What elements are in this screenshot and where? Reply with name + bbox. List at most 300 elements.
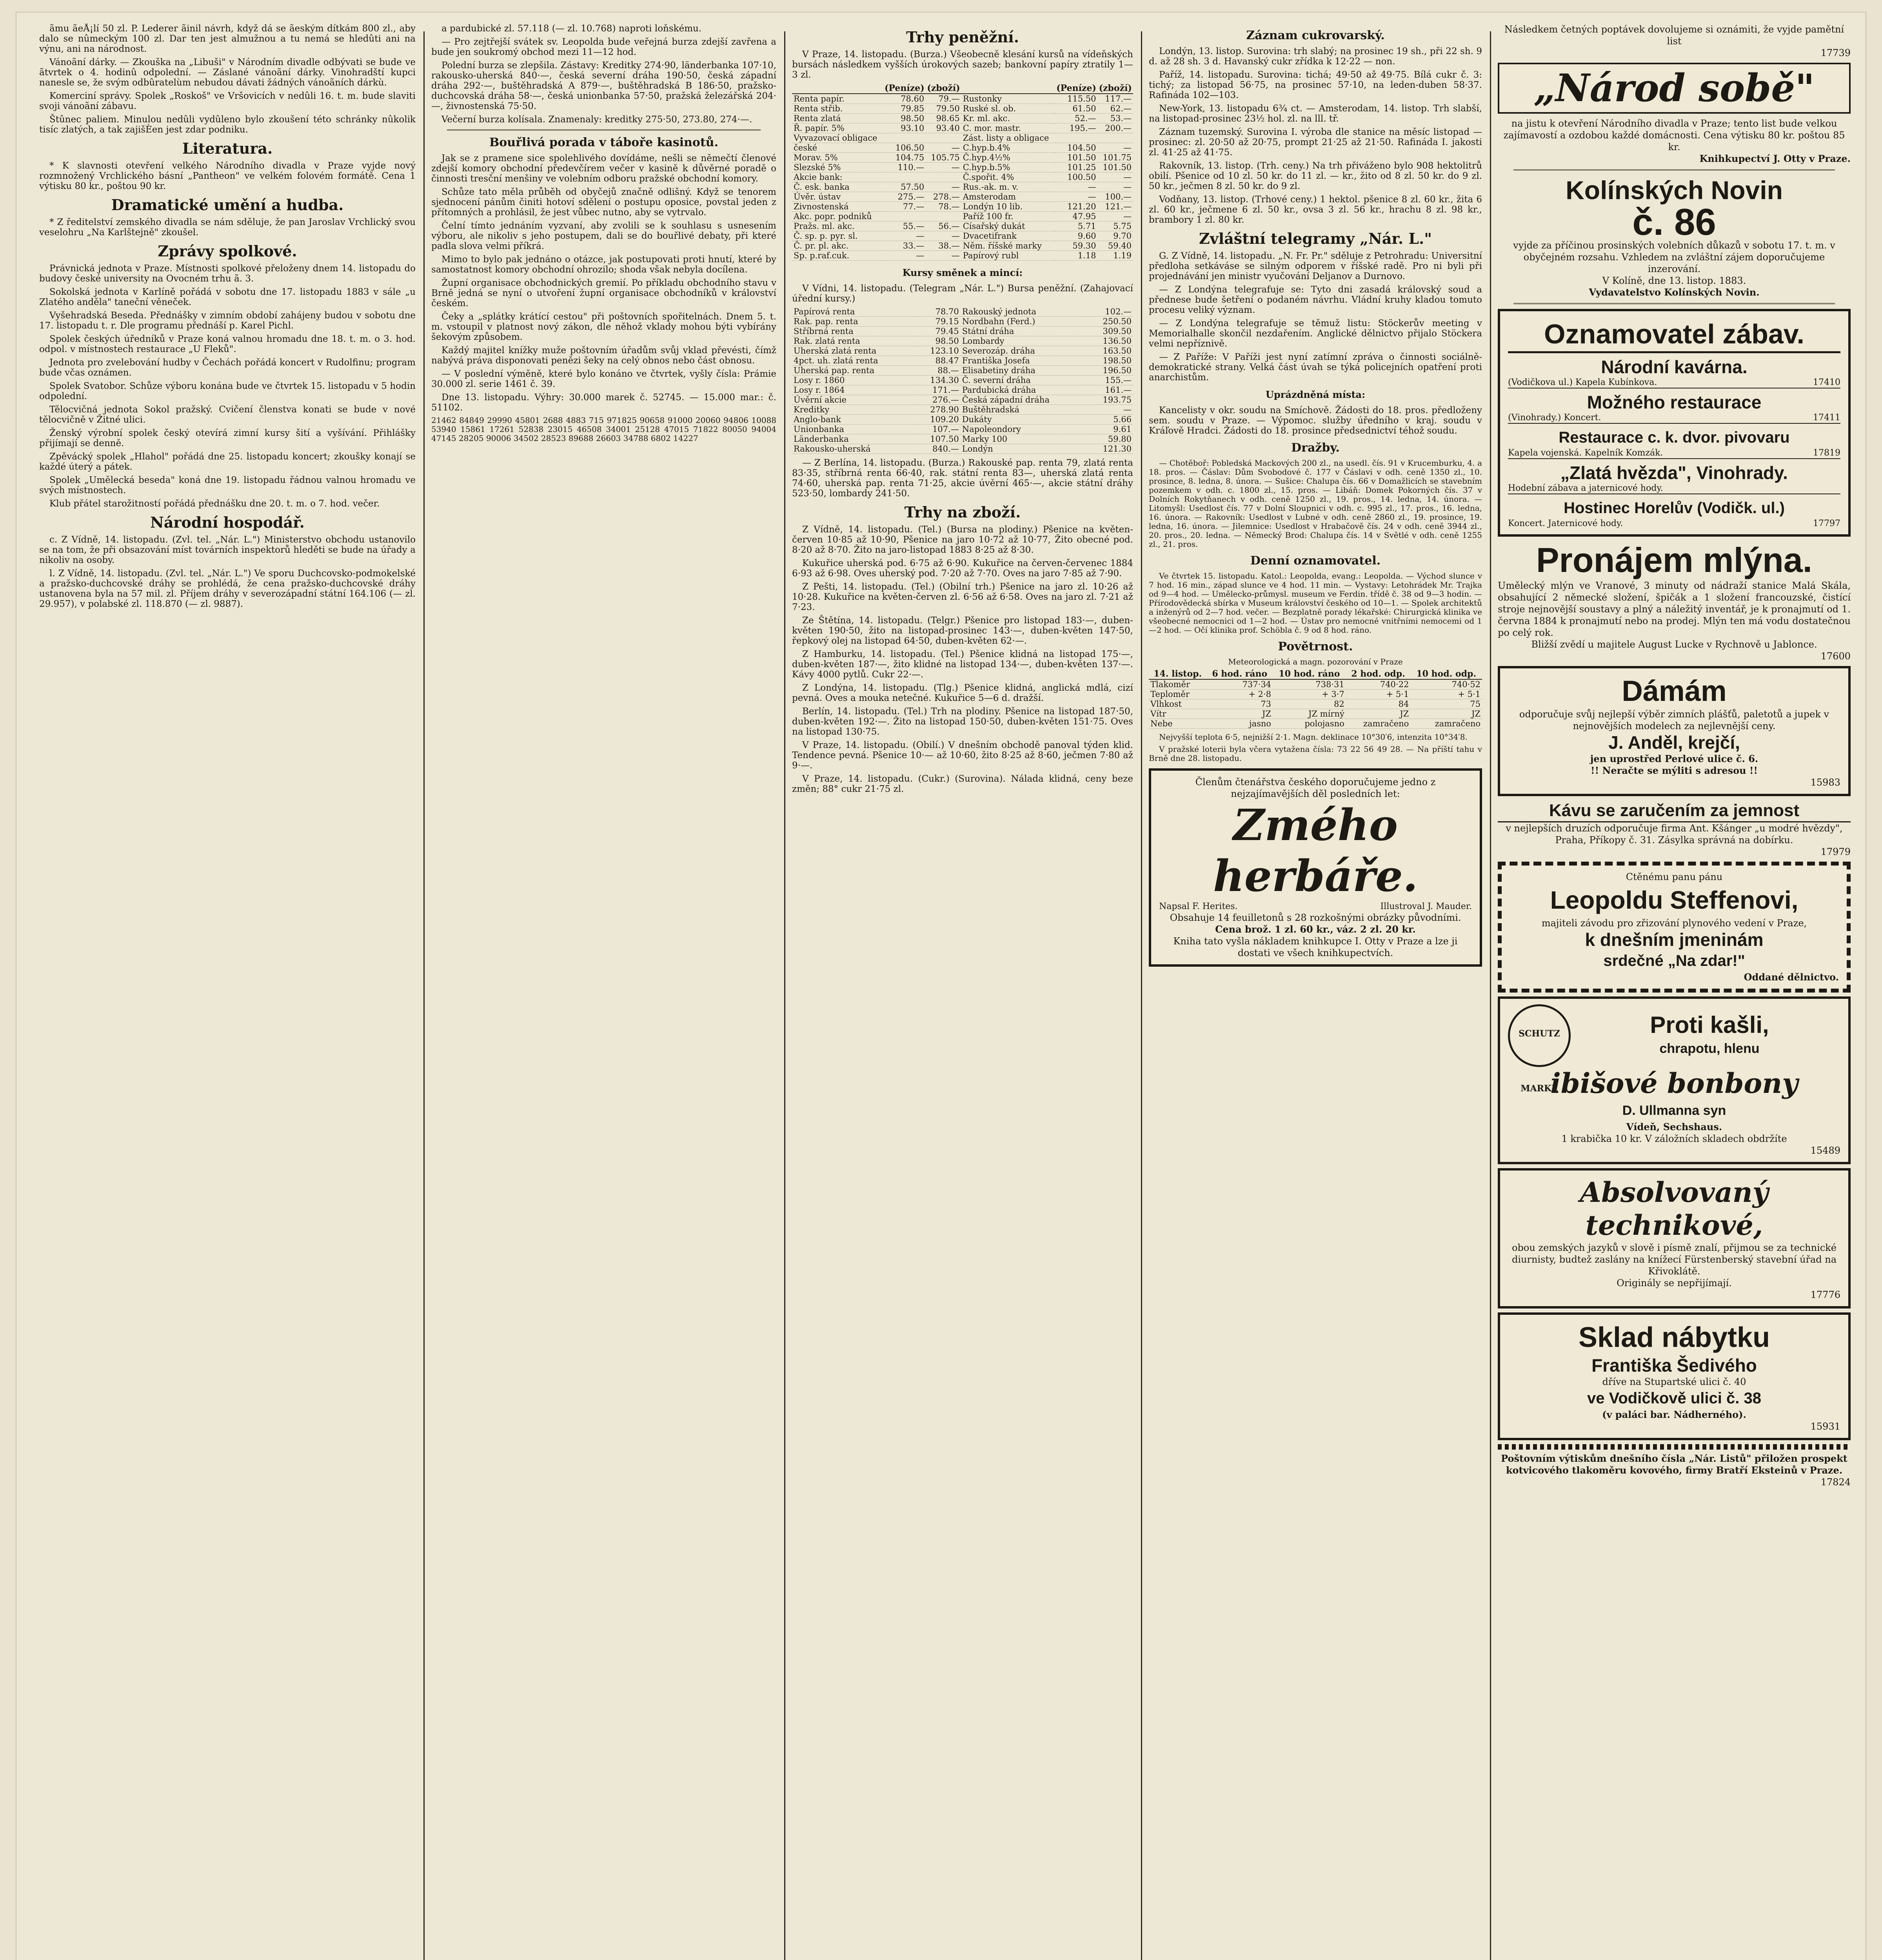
paragraph: l. Z Vídně, 14. listopadu. (Zvl. tel. „Nár. L.") Ve sporu Duchcovsko-podmokelské a pražsko-duchcovské dráhy se prohlédá, že cena pražsko-duchcovské dráhy ustanovena byla na 57 mil. zl. Příjem dráhy v severozápadní státní 164.106 (— zl. 29.957), v polabské zl. 118.870 (— zl. 9887). [39, 568, 416, 609]
ad-text: dříve na Stupartské ulici č. 40 [1602, 1376, 1746, 1387]
ad-maker: D. Ullmanna syn [1622, 1103, 1726, 1118]
divider [447, 129, 761, 131]
table-cell: 73 [1206, 699, 1273, 709]
quotes-table-vienna [792, 307, 1133, 454]
column-2 [431, 24, 776, 1960]
ad-text: srdečné „Na zdar!" [1603, 952, 1745, 969]
venue-item [1508, 356, 1840, 388]
ad-sklad-nabytku [1498, 1312, 1851, 1440]
table-cell: + 5·1 [1410, 690, 1482, 699]
table-header: (zboží) [1097, 83, 1133, 94]
ad-text: Kniha tato vyšla nákladem knihkupce I. Otty v Praze a lze ji dostati ve všech knihkupectvích. [1173, 936, 1458, 958]
table-header: (Peníze) [1055, 83, 1098, 94]
venue-item [1508, 462, 1840, 494]
table-cell: 121.— [1097, 202, 1133, 212]
column-rule [423, 31, 425, 1960]
table-cell: Unionbanka [792, 425, 916, 434]
ad-issue: č. 86 [1632, 201, 1716, 243]
table-cell: Zást. listy a obligace [961, 133, 1055, 143]
heading-drazby: Dražby. [1291, 441, 1340, 455]
ad-number: 15489 [1810, 1145, 1840, 1156]
table-cell: Státní dráha [961, 327, 1088, 336]
table-cell: 102.— [1088, 307, 1133, 317]
table-cell: 106.50 [883, 143, 926, 153]
ad-author: Napsal F. Herites. [1159, 902, 1238, 911]
table-cell: 107.— [916, 425, 961, 434]
paragraph: G. Z Vídně, 14. listopadu. „N. Fr. Pr." sděluje z Petrohradu: Universitní předloha setkáváse se silným odporem v říšské radě. Pro ni byli při projednávání jen ministr vyučování Deljanov a Durnovo. [1149, 251, 1482, 281]
section-heading-telegramy: Zvláštní telegramy „Nár. L." [1199, 230, 1432, 247]
section-heading-literatura: Literatura. [182, 140, 273, 157]
ad-pronajem-mlyna [1498, 541, 1851, 662]
table-cell [926, 212, 961, 221]
ad-number: 17411 [1813, 413, 1840, 423]
table-cell: 100.50 [1055, 172, 1098, 182]
table-cell: 101.25 [1055, 163, 1098, 172]
section-heading-trhy: Trhy peněžní. [906, 28, 1019, 46]
table-cell: 98.50 [883, 114, 926, 123]
table-cell: 93.40 [926, 123, 961, 133]
table-cell: 5.71 [1055, 221, 1098, 231]
table-cell: Nebe [1149, 719, 1206, 729]
paragraph: Mimo to bylo pak jednáno o otázce, jak postupovati proti hnutí, které by samostatnost komory obchodní ohrozilo; shoda však nebyla docílena. [431, 254, 776, 275]
table-cell: Severozáp. dráha [961, 346, 1088, 356]
table-cell: Uherská pap. renta [792, 366, 916, 376]
table-cell: 115.50 [1055, 94, 1098, 104]
table-cell: 78.— [926, 202, 961, 212]
table-cell: — [1097, 143, 1133, 153]
table-cell: + 3·7 [1273, 690, 1346, 699]
paragraph: Právnická jednota v Praze. Místnosti spolkové přeloženy dnem 14. listopadu do budovy české university na Ovocném trhu ã. 3. [39, 263, 416, 284]
table-cell: Vlhkost [1149, 699, 1206, 709]
paragraph: Z Pešti, 14. listopadu. (Tel.) (Obilní trh.) Pšenice na jaro zl. 10·26 až 10·28. Kukuřice na květen-červen zl. 6·56 až 6·58. Oves na jaro zl. 7·21 až 7·23. [792, 582, 1133, 612]
table-cell: 740·52 [1410, 679, 1482, 690]
table-cell: zamračeno [1346, 719, 1411, 729]
table-cell: Slezské 5% [792, 163, 883, 172]
table-cell: Elisabetiny dráha [961, 366, 1088, 376]
table-cell: 104.75 [883, 153, 926, 163]
paragraph: c. Z Vídně, 14. listopadu. (Zvl. tel. „Nár. L.") Ministerstvo obchodu ustanovilo se na tom, že při obsazování míst továrních inspektorů hleděti se bude na úřady a nikoliv na osoby. [39, 535, 416, 565]
table-cell: 88.— [916, 366, 961, 376]
table-cell: 9.60 [1055, 231, 1098, 241]
table-row [792, 415, 1133, 425]
ad-title: Zmého herbáře. [1213, 800, 1418, 901]
table-cell: Renta střib. [792, 104, 883, 114]
table-cell: Rak. pap. renta [792, 317, 916, 327]
table-row [792, 327, 1133, 336]
ad-number: 17776 [1810, 1289, 1840, 1300]
venue-desc: Koncert. Jaternicové hody. [1508, 519, 1623, 528]
table-cell: — [926, 251, 961, 261]
paragraph: Kukuřice uherská pod. 6·75 až 6·90. Kukuřice na červen-červenec 1884 6·93 až 6·98. Oves uherský pod. 7·20 až 7·70. Oves na jaro 7·85 až 7·90. [792, 558, 1133, 579]
ad-text: odporučuje svůj nejlepší výběr zimních plášťů, paletotů a jupek v nejnovějších modelech za nejlevnější ceny. [1519, 709, 1829, 731]
table-cell: Č. pr. pl. akc. [792, 241, 883, 251]
paragraph: Jednota pro zvelebování hudby v Čechách pořádá koncert v Rudolfinu; program bude včas oznámen. [39, 358, 416, 378]
table-cell: Anglo-bank [792, 415, 916, 425]
ad-number: 15931 [1810, 1421, 1840, 1432]
ad-absolvovani-technikove [1498, 1168, 1851, 1308]
paragraph: Z Londýna, 14. listopadu. (Tlg.) Pšenice klidná, anglická mdlá, cizí pevná. Oves a mouka netečné. Kukuřice 5—6 d. dražší. [792, 683, 1133, 703]
table-cell: 195.— [1055, 123, 1098, 133]
table-cell: 77.— [883, 202, 926, 212]
table-cell: 193.75 [1088, 395, 1133, 405]
table-cell: 840.— [916, 444, 961, 454]
ad-narod-sobe [1498, 24, 1851, 165]
table-cell: Länderbanka [792, 434, 916, 444]
table-cell: C.hyp.b.5% [961, 163, 1055, 172]
paragraph: Kancelisty v okr. soudu na Smíchově. Žádosti do 18. pros. předloženy sem. soudu v Praze. — Výpomoc. služby úředního v kraj. soudu v Kráľově Hradci. Žádosti do 18. prosince předsednictví téhož soudu. [1149, 405, 1482, 436]
heading-zaznam: Záznam cukrovarský. [1246, 29, 1385, 42]
table-cell: — [883, 251, 926, 261]
table-cell: 198.50 [1088, 356, 1133, 366]
table-cell: 105.75 [926, 153, 961, 163]
ad-title: „Národ sobě" [1533, 66, 1815, 110]
ad-title-box [1498, 63, 1851, 114]
column-4 [1149, 24, 1482, 1960]
section-heading-hospodar: Národní hospodář. [150, 514, 305, 531]
paragraph: Čeky a „splátky krátící cestou" při poštovních spořitelnách. Dnem 5. t. m. vstoupil v platnost nový zákon, dle něhož vklady mohou býti vybírány šekovým způsobem. [431, 312, 776, 342]
table-row [792, 114, 1133, 123]
table-cell: 737·34 [1206, 679, 1273, 690]
table-cell: 309.50 [1088, 327, 1133, 336]
table-cell: — [1055, 192, 1098, 202]
column-rule [1141, 31, 1142, 1960]
table-cell: 55.— [883, 221, 926, 231]
table-row [792, 133, 1133, 143]
ad-publisher: Knihkupectví J. Otty v Praze. [1699, 153, 1851, 164]
table-cell: Kreditky [792, 405, 916, 415]
table-cell: 101.50 [1097, 163, 1133, 172]
weather-subtitle: Meteorologická a magn. pozorování v Praze [1228, 657, 1403, 666]
venue-desc: (Vodičkova ul.) Kapela Kubínkova. [1508, 377, 1657, 387]
table-cell: 75 [1410, 699, 1482, 709]
table-cell: JZ mírný [1273, 709, 1346, 719]
paragraph: Dne 13. listopadu. Výhry: 30.000 marek č. 52745. — 15.000 mar.: č. 51102. [431, 392, 776, 413]
table-cell: 101.75 [1097, 153, 1133, 163]
ad-product: ibišové bonbony [1550, 1067, 1798, 1100]
table-cell: 79.85 [883, 104, 926, 114]
table-row [792, 366, 1133, 376]
table-cell: Česká západní dráha [961, 395, 1088, 405]
table-cell: 278.— [926, 192, 961, 202]
table-cell: 1.19 [1097, 251, 1133, 261]
ad-text: 1 krabička 10 kr. V záložních skladech obdržíte [1561, 1133, 1787, 1144]
ad-text: obou zemských jazyků v slově i písmě znalí, přijmou se za technické diurnisty, budtež zaslány na knížecí Fürstenberský stavební úřad na Křivoklátě. [1512, 1242, 1837, 1277]
table-row [792, 356, 1133, 366]
table-cell: 171.— [916, 385, 961, 395]
table-header: 2 hod. odp. [1346, 669, 1411, 679]
table-row [792, 336, 1133, 346]
table-row [792, 307, 1133, 317]
table-cell: Úvěr. ústav [792, 192, 883, 202]
heading-povetrnost: Povětrnost. [1278, 640, 1353, 653]
table-cell: Marky 100 [961, 434, 1088, 444]
table-cell: 47.95 [1055, 212, 1098, 221]
ad-price: Cena brož. 1 zl. 60 kr., váz. 2 zl. 20 kr. [1215, 924, 1416, 935]
ad-number: 17819 [1813, 448, 1840, 458]
ad-note: Originály se nepřijímají. [1617, 1278, 1732, 1289]
paragraph: Spolek Svatobor. Schůze výboru konána bude ve čtvrtek 15. listopadu v 5 hodin odpolední. [39, 381, 416, 401]
table-row [792, 434, 1133, 444]
table-cell: 196.50 [1088, 366, 1133, 376]
ad-name: Františka Šedivého [1591, 1355, 1757, 1376]
column-1 [39, 24, 416, 1960]
venue-item [1508, 427, 1840, 459]
column-rule [1490, 31, 1491, 1960]
table-cell: 161.— [1088, 385, 1133, 395]
table-cell: Teploměr [1149, 690, 1206, 699]
paragraph: Večerní burza kolísala. Znamenaly: kreditky 275·50, 273.80, 274·—. [441, 114, 752, 125]
table-cell: zamračeno [1410, 719, 1482, 729]
table-row [792, 231, 1133, 241]
paragraph: Župní organisace obchodnických gremií. Po příkladu obchodního stavu v Brně jedná se nyní o utvoření župní organisace obchodníků v království českém. [431, 278, 776, 309]
table-cell: Tlakoměr [1149, 679, 1206, 690]
ad-title: Proti kašli, [1650, 1012, 1769, 1038]
table-cell: Papírový rubl [961, 251, 1055, 261]
paragraph: Jak se z pramene sice spolehlivého dovídáme, nešli se němečtí členové zdejší komory obchodní předevčírem večer v kasině k důvěrné poradě o činnosti tresční menšiny ve volebním odboru pražské obchodní komory. [431, 153, 776, 184]
table-cell: 250.50 [1088, 317, 1133, 327]
table-cell: 275.— [883, 192, 926, 202]
table-cell: 84 [1346, 699, 1411, 709]
table-cell: 5.66 [1088, 415, 1133, 425]
ad-name: Leopoldu Steffenovi, [1550, 886, 1798, 914]
ad-text: Následkem četných poptávek dovolujeme si oznámiti, že vyjde pamětní list [1504, 24, 1844, 47]
table-cell: Úvěrní akcie [792, 395, 916, 405]
table-cell: 123.10 [916, 346, 961, 356]
table-cell [883, 133, 926, 143]
paragraph: Spolek „Umělecká beseda" koná dne 19. listopadu řádnou valnou hromadu ve svých místnostech. [39, 475, 416, 495]
table-cell: Losy r. 1860 [792, 376, 916, 385]
table-cell [883, 172, 926, 182]
table-cell: 56.— [926, 221, 961, 231]
ad-address: jen uprostřed Perlové ulice č. 6. [1590, 753, 1758, 764]
table-cell: — [926, 143, 961, 153]
table-cell: 88.47 [916, 356, 961, 366]
table-cell: 110.— [883, 163, 926, 172]
table-cell: 82 [1273, 699, 1346, 709]
table-row [1149, 699, 1482, 709]
ad-number: 17824 [1820, 1477, 1851, 1488]
paragraph: ãmu ãeÅ¡lí 50 zl. P. Lederer ãinil návrh, když dá se ãeským dítkám 800 zl., aby dalo se nûmeckým 100 zl. Dar ten jest almužnou a tu nemá se hledûti ani na výnu, ani na národnost. [39, 24, 416, 54]
paragraph: Schůze tato měla průběh od obyčejů značně odlišný. Když se tenorem sjednocení pánům činiti hotoví sdělení o postupu oposice, povstal jeden z přítomných a prohlásil, že jest vůbec nutno, aby se vytrvalo. [431, 187, 776, 218]
table-cell: 100.— [1097, 192, 1133, 202]
ad-text: Umělecký mlýn ve Vranové, 3 minuty od nádraží stanice Malá Skála, obsahující 2 německé složení, špičák a 1 složení francouzské, čistící stroje nejnovější soustavy a plný a náležitý inventář, je k pronajmutí od 1. června 1884 k pronajmutí nebo na prodej. Mlýn ten má vodu dostatečnou po celý rok. [1498, 580, 1851, 638]
table-cell: — [1097, 172, 1133, 182]
venue-item [1508, 392, 1840, 424]
ad-number: 17979 [1820, 846, 1851, 857]
divider [1513, 303, 1835, 304]
ad-date: V Kolíně, dne 13. listop. 1883. [1602, 275, 1746, 286]
table-cell: 93.10 [883, 123, 926, 133]
paragraph: Vánoãní dárky. — Zkouška na „Libuši" v Národním divadle odbývati se bude ve ãtvrtek o 4. hodinû odpolední. — Záslané vánoãní dárky. Vinohradští kupci nanesle se, že svým odbûratelùm nebudou dávati žádných vánoãních dárkù. [39, 57, 416, 88]
table-cell: Něm. říšské marky [961, 241, 1055, 251]
paragraph: — Z Paříže: V Paříži jest nyní zatímní zpráva o činnosti sociálně-demokratické strany. Velká část úvah se týká policejních opatření proti anarchistům. [1149, 352, 1482, 383]
paragraph: V Praze, 14. listopadu. (Cukr.) (Surovina). Nálada klidná, ceny beze změn; 88° cukr 21·75 zl. [792, 774, 1133, 794]
footer-notice: Poštovním výtiskům dnešního čísla „Nár. Listů" přiložen prospekt kotvicového tlakoměru kovového, firmy Bratří Eksteinů v Praze. [1501, 1453, 1847, 1476]
ad-number: 17410 [1813, 377, 1840, 387]
column-3 [792, 24, 1133, 1960]
table-cell: Papírová renta [792, 307, 916, 317]
ad-ibisove-bonbony [1498, 996, 1851, 1164]
column-5-ads [1498, 24, 1851, 1960]
table-cell: Zivnostenská [792, 202, 883, 212]
venue-name: Možného restaurace [1587, 392, 1762, 412]
newspaper-page [16, 12, 1866, 1960]
table-cell: Č. esk. banka [792, 182, 883, 192]
paragraph: V Praze, 14. listopadu. (Burza.) Všeobecně klesání kursů na vídeňských bursách následkem vyšších úrokových sazeb; bankovní papíry ztratily 1—3 zl. [792, 49, 1133, 80]
table-cell: Londýn [961, 444, 1088, 454]
table-cell: Losy r. 1864 [792, 385, 916, 395]
heading-oznamovatel: Denní oznamovatel. [1250, 554, 1381, 568]
table-row [792, 317, 1133, 327]
table-cell: Paříž 100 fr. [961, 212, 1055, 221]
ad-number: 15983 [1810, 777, 1840, 788]
table-cell: Uherská zlatá renta [792, 346, 916, 356]
table-cell: 59.40 [1097, 241, 1133, 251]
table-cell: C. mor. mastr. [961, 123, 1055, 133]
paragraph: — Z Londýna telegrafuje se: Tyto dni zasadá královský soud a přednese bude šetření o podaném návrhu. Vládní kruhy kladou tomuto procesu veliký význam. [1149, 285, 1482, 315]
table-cell: Pardubická dráha [961, 385, 1088, 395]
table-cell: 79.50 [926, 104, 961, 114]
ad-text: na jistu k otevření Národního divadla v Praze; tento list bude velkou zajímavostí a ozdobou každé domácnosti. Cena výtisku 80 kr. poštou 85 kr. [1503, 118, 1845, 152]
table-cell: polojasno [1273, 719, 1346, 729]
table-row [792, 376, 1133, 385]
table-cell: 121.30 [1088, 444, 1133, 454]
table-cell: 200.— [1097, 123, 1133, 133]
paragraph: Spolek českých úředníků v Praze koná valnou hromadu dne 18. t. m. o 3. hod. odpol. v místnostech restaurace „U Fleků". [39, 334, 416, 354]
ad-title: Pronájem mlýna. [1536, 541, 1813, 579]
table-cell: — [926, 231, 961, 241]
table-row [792, 172, 1133, 182]
paragraph: * K slavnosti otevření velkého Národního divadla v Praze vyjde nový rozmnožený Vrchlického básní „Pantheon" ve velkém folovém formátě. Cena 1 výtisku 80 kr., poštou 90 kr. [39, 161, 416, 191]
table-row [792, 163, 1133, 172]
venue-name: „Zlatá hvězda", Vinohrady. [1560, 463, 1788, 483]
ad-title: Kolínských Novin [1566, 176, 1783, 205]
table-row [792, 241, 1133, 251]
paragraph: Štûnec paliem. Minulou nedûli vydûleno bylo zkoušení této schránky nûkolik tisíc zlatých, a tak zajišÈen jest zdar podniku. [39, 114, 416, 135]
ad-kava [1498, 800, 1851, 858]
paragraph: Vodňany, 13. listop. (Trhové ceny.) 1 hektol. pšenice 8 zl. 60 kr., žita 6 zl. 60 kr., ječmene 6 zl. 50 kr., ovsa 3 zl. 56 kr., hrachu 8 zl. 98 kr., brambory 1 zl. 80 kr. [1149, 194, 1482, 225]
paragraph: — Chotěboř: Pobledská Mackových 200 zl., na usedl. čís. 91 v Krucemburku, 4. a 18. pros. — Čáslav: Dům Svobodové č. 177 v Čáslavi v odh. ceně 1350 zl., 10. prosince, 8. ledna, 8. února. — Sušice: Chalupa čís. 66 v Domažlicích se stavebním pozemkem v odh. c. 1800 zl., 15. pros. — Libáň: Domek Pokorných čís. 37 v Dolních Rokytňanech v odh. ceně 1250 zl., 19. pros., 14. ledna, 14. února. — Litomyšl: Usedlost čís. 77 v Dolní Sloupnici v odh. c. 995 zl., 17. pros., 16. ledna, 16. února. — Rakovník: Usedlost v Lubné v odh. ceně 2860 zl., 19. prosince, 19. ledna, 16. února. — Jilemnice: Usedlost v Hrabačově čís. 24 v odh. ceně 3944 zl., 20. pros., 20. ledna. — Německý Brod: Chalupa čís. 14 v Světlé v odh. ceně 1255 zl., 21. pros. [1149, 458, 1482, 549]
table-row [792, 104, 1133, 114]
table-cell: 78.60 [883, 94, 926, 104]
table-row [1149, 679, 1482, 690]
table-cell: 52.— [1055, 114, 1098, 123]
table-cell: Ř. papír. 5% [792, 123, 883, 133]
table-cell: 98.50 [916, 336, 961, 346]
paragraph: V Vídni, 14. listopadu. (Telegram „Nár. L.") Bursa peněžní. (Zahajovací úřední kursy.) [792, 283, 1133, 304]
table-cell: 38.— [926, 241, 961, 251]
paragraph: Vyšehradská Beseda. Přednášky v zimním období zahájeny budou v sobotu dne 17. listopadu t. r. Dle programu přednáší p. Karel Pichl. [39, 310, 416, 331]
table-cell: 53.— [1097, 114, 1133, 123]
table-cell: Vyvazovací obligace [792, 133, 883, 143]
table-cell: + 2·8 [1206, 690, 1273, 699]
table-cell: Č. severní dráha [961, 376, 1088, 385]
ad-title: Absolvovaný technikové, [1580, 1176, 1769, 1241]
table-cell: Rakousko-uherská [792, 444, 916, 454]
table-cell: JZ [1410, 709, 1482, 719]
table-cell [1097, 133, 1133, 143]
table-cell: české [792, 143, 883, 153]
table-cell: Dvacetifrank [961, 231, 1055, 241]
table-cell: 59.30 [1055, 241, 1098, 251]
ad-kolinskych-novin [1498, 175, 1851, 298]
table-cell: 79.— [926, 94, 961, 104]
paragraph: Z Hamburku, 14. listopadu. (Tel.) Pšenice klidná na listopad 175·—, duben-květen 187·—, žito klidné na listopad 134·—, duben-květen 137·—. Kávy 4000 pytlů. Cukr 22·—. [792, 649, 1133, 680]
paragraph: Ženský výrobní spolek český otevírá zimní kursy šití a vyšívání. Přihlášky přijímají se denně. [39, 428, 416, 448]
table-cell: Akc. popr. podniků [792, 212, 883, 221]
paragraph: Londýn, 13. listop. Surovina: trh slabý; na prosinec 19 sh., při 22 sh. 9 d. až 28 sh. 3 d. Havanský cukr zřídka k 12·22 — non. [1149, 46, 1482, 67]
table-cell: Č.hyp.4½% [961, 153, 1055, 163]
table-cell: — [883, 231, 926, 241]
table-cell: 57.50 [883, 182, 926, 192]
subheading-kursy: Kursy směnek a mincí: [902, 267, 1023, 278]
paragraph: V Praze, 14. listopadu. (Obilí.) V dnešním obchodě panoval týden klid. Tendence pevná. Pšenice 10·— až 10·60, žito 8·25 až 8·60, ječmen 7·80 až 9·—. [792, 740, 1133, 771]
paragraph: New-York, 13. listopadu 6¾ ct. — Amsterodam, 14. listop. Trh slabší, na listopad-prosinec 23½ hol. zl. na lll. tř. [1149, 103, 1482, 124]
venue-name: Hostinec Horelův (Vodičk. ul.) [1564, 499, 1785, 517]
table-cell: 61.50 [1055, 104, 1098, 114]
table-row [792, 251, 1133, 261]
ad-number: 17797 [1813, 519, 1840, 528]
table-header: 10 hod. ráno [1273, 669, 1346, 679]
table-row [792, 385, 1133, 395]
table-cell: 9.61 [1088, 425, 1133, 434]
paragraph: — Pro zejtřejší svátek sv. Leopolda bude veřejná burza zdejší zavřena a bude jen soukromý obchod mezi 11—12 hod. [431, 37, 776, 57]
section-heading-spolkove: Zprávy spolkové. [158, 242, 297, 260]
venue-name: Restaurace c. k. dvor. pivovaru [1559, 429, 1790, 446]
paragraph: Z Vídně, 14. listopadu. (Tel.) (Bursa na plodiny.) Pšenice na květen-červen 10·85 až 10·90, Pšenice na jaro 10·72 až 10·77, Žito obecné pod. 8·20 až 8·70. Žito na jaro-listopad 1883 8·25 až 8·30. [792, 524, 1133, 555]
table-cell: Rak. zlatá renta [792, 336, 916, 346]
table-row [792, 405, 1133, 415]
table-cell: Rus.-ak. m. v. [961, 182, 1055, 192]
table-row [792, 153, 1133, 163]
ad-text: (v paláci bar. Nádherného). [1602, 1409, 1746, 1420]
article-heading-bourliva: Bouřlivá porada v táboře kasinotů. [489, 136, 719, 149]
ad-name: J. Anděl, krejčí, [1608, 732, 1740, 753]
ad-publisher: Vydavatelstvo Kolínských Novin. [1589, 287, 1760, 298]
table-header: (zboží) [926, 83, 961, 94]
paragraph: Tělocvičná jednota Sokol pražský. Cvičení členstva konati se bude v nové tělocvičně v Žitné ulici. [39, 405, 416, 425]
table-cell: 121.20 [1055, 202, 1098, 212]
table-cell: 155.— [1088, 376, 1133, 385]
ad-text: v nejlepších druzích odporučuje firma Ant. Kšánger „u modré hvězdy", Praha, Příkopy č. 31. Zásylka správná na dobírku. [1506, 823, 1843, 846]
table-row [792, 444, 1133, 454]
table-cell: 79.45 [916, 327, 961, 336]
weather-table [1149, 669, 1482, 729]
paragraph: Čelní tímto jednáním vyzvaní, aby zvolili se k souhlasu s usnesením výboru, ale nikoliv s jeho postupem, dali se do bouřlivé debaty, při které padla slova velmi příkrá. [431, 221, 776, 251]
table-cell: Amsterodam [961, 192, 1055, 202]
paragraph: Každý majitel knížky muže poštovním úřadům svůj vklad převésti, čímž nabývá práva disponovati penězi šeky na celý obnos nebo část obnosu. [431, 345, 776, 366]
table-cell: 79.15 [916, 317, 961, 327]
table-cell: 5.75 [1097, 221, 1133, 231]
table-cell: 59.80 [1088, 434, 1133, 444]
paragraph: Rakovník, 13. listop. (Trh. ceny.) Na trh přiváženo bylo 908 hektolitrů obilí. Pšenice od 10 zl. 50 kr. do 11 zl. — kr., žito od 8 zl. 50 kr. do 9 zl. 50 kr., ječmen 8 zl. 50 kr. do 9 zl. [1149, 161, 1482, 191]
table-cell: Napoleondory [961, 425, 1088, 434]
divider [1513, 169, 1835, 171]
ad-oznamovatel-zabav [1498, 309, 1851, 537]
table-row [792, 143, 1133, 153]
ad-text: majiteli závodu pro zřizování plynového vedení v Praze, [1541, 918, 1807, 929]
table-cell: Kr. ml. akc. [961, 114, 1055, 123]
ad-title: Sklad nábytku [1578, 1322, 1770, 1353]
paragraph: — Z Berlína, 14. listopadu. (Burza.) Rakouské pap. renta 79, zlatá renta 83·35, stříbrná renta 66·40, rak. státní renta 83—, uherská zlatá renta 74·60, uherská pap. renta 71·25, akcie úvěrní 465·—, akcie státní dráhy 523·50, lombardy 241·50. [792, 458, 1133, 499]
ad-contact: Bližší zvědí u majitele August Lucke v Rychnově u Jablonce. [1531, 639, 1817, 650]
table-cell: Lombardy [961, 336, 1088, 346]
section-heading-zbozi: Trhy na zboží. [904, 503, 1021, 521]
ad-number: 17600 [1820, 651, 1851, 662]
table-cell: — [1097, 212, 1133, 221]
table-cell: 4pct. uh. zlatá renta [792, 356, 916, 366]
lottery-numbers: 21462 84849 29990 45801 2688 4883 715 971825 90658 91000 20060 94806 10088 53940 15861 17261 52838 23015 46508 34001 25128 47015 71822 80050 94004 47145 28205 90006 34502 28523 89688 26603 34788 6802 14227 [431, 416, 776, 443]
